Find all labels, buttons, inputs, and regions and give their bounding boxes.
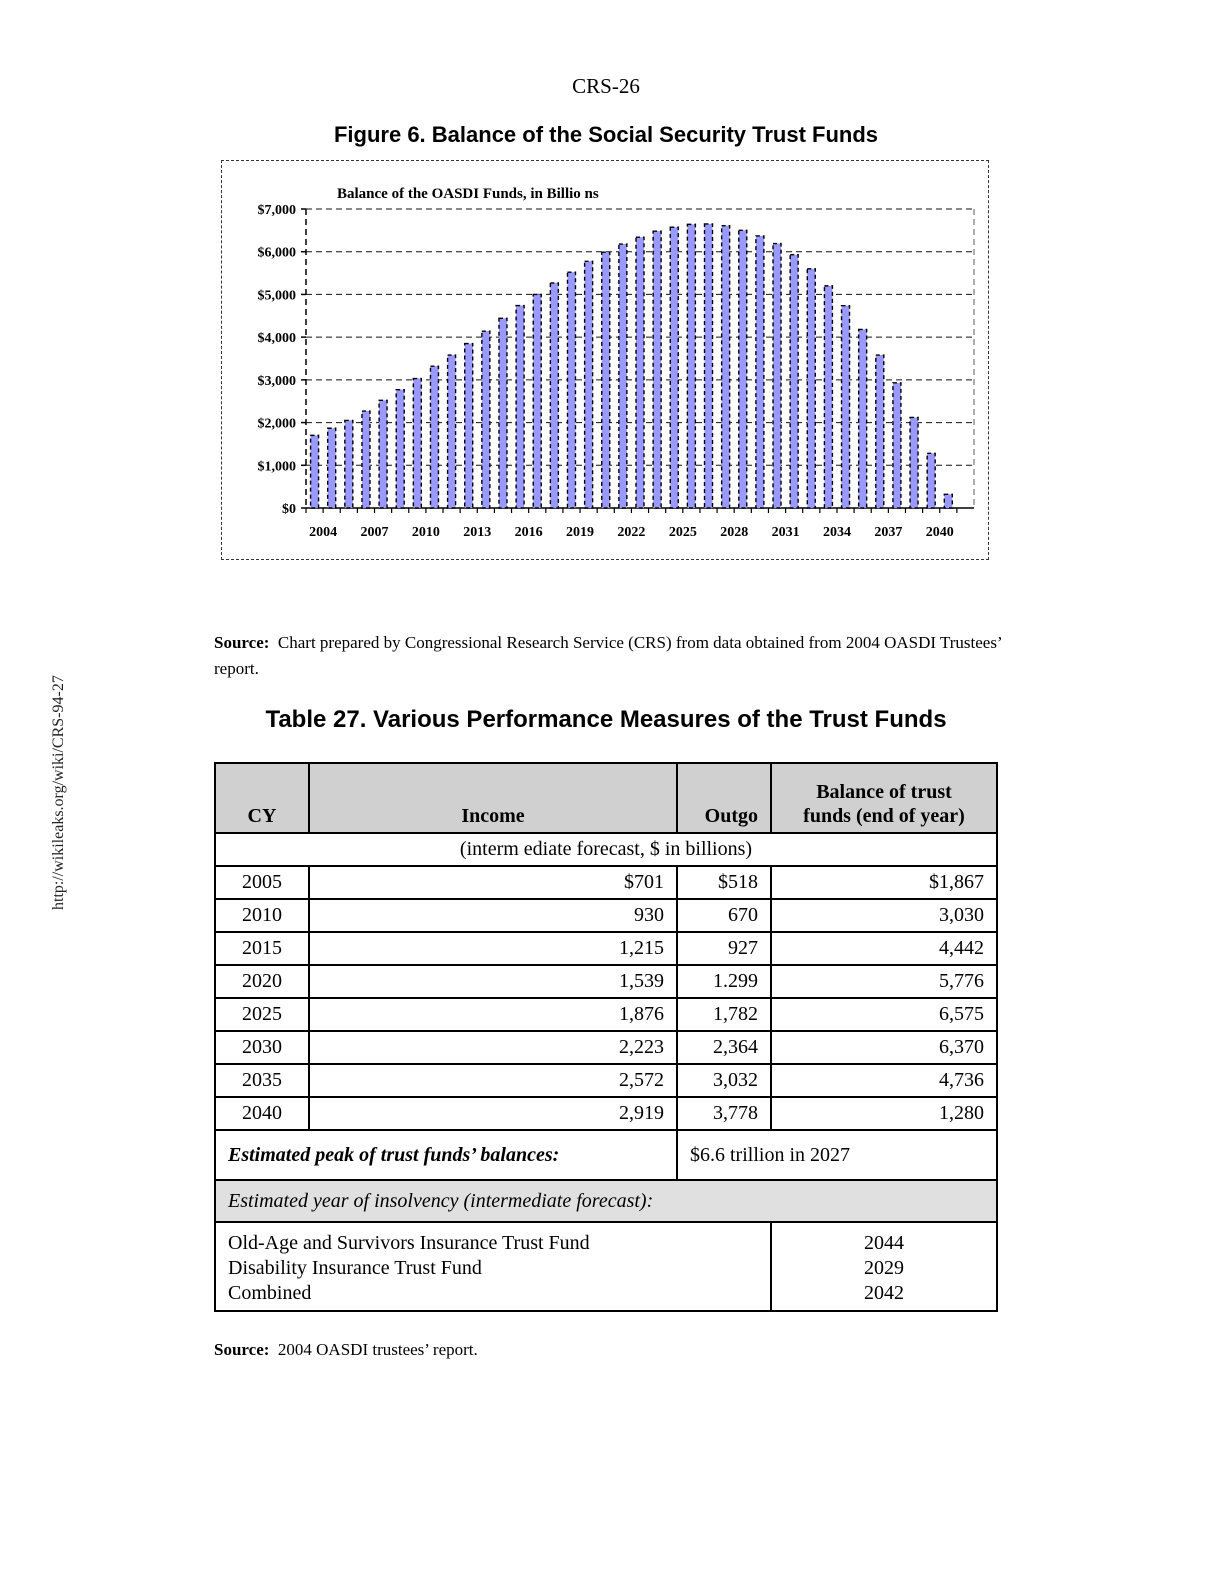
bar-2017 — [533, 294, 541, 508]
cell-outgo: 927 — [677, 932, 771, 965]
cell-balance: 5,776 — [771, 965, 997, 998]
header-balance — [771, 763, 997, 833]
insolvency-row — [215, 1222, 997, 1311]
x-tick-label: 2016 — [514, 525, 543, 540]
header-outgo: Outgo — [677, 763, 771, 833]
cell-balance: 1,280 — [771, 1097, 997, 1130]
y-tick-label: $5,000 — [257, 288, 296, 304]
bar-2032 — [790, 255, 798, 508]
cell-balance: 6,575 — [771, 998, 997, 1031]
bar-2010 — [413, 379, 421, 508]
table-subheader-row — [215, 833, 997, 866]
y-tick-label: $1,000 — [257, 459, 296, 475]
x-tick-label: 2031 — [771, 525, 800, 540]
bar-2035 — [842, 306, 850, 508]
bar-2029 — [739, 230, 747, 508]
insolvency-year: 2044 — [864, 1232, 904, 1254]
bar-2040 — [927, 453, 935, 508]
bar-2030 — [756, 236, 764, 508]
cell-balance: 6,370 — [771, 1031, 997, 1064]
cell-balance: 4,442 — [771, 932, 997, 965]
bar-chart — [222, 161, 990, 561]
insolvency-header-row — [215, 1180, 997, 1222]
y-tick-label: $4,000 — [257, 331, 296, 347]
page-number: CRS-26 — [572, 74, 640, 98]
header-balance-line2: funds (end of year) — [803, 805, 965, 827]
header-income: Income — [309, 763, 677, 833]
table-row — [215, 998, 997, 1031]
table-row — [215, 899, 997, 932]
cell-cy: 2005 — [215, 866, 309, 899]
side-url: http://wikileaks.org/wiki/CRS-94-27 — [50, 675, 67, 910]
table-row — [215, 866, 997, 899]
cell-outgo: 1.299 — [677, 965, 771, 998]
x-tick-label: 2025 — [668, 525, 697, 540]
cell-income: 1,876 — [309, 998, 677, 1031]
bar-2011 — [430, 366, 438, 508]
table-row — [215, 965, 997, 998]
cell-balance: 4,736 — [771, 1064, 997, 1097]
cell-balance: $1,867 — [771, 866, 997, 899]
header-balance-line1: Balance of trust — [816, 781, 952, 803]
figure-title: Figure 6. Balance of the Social Security Trust Funds — [333, 122, 879, 147]
bar-2019 — [567, 272, 575, 508]
chart-container — [221, 160, 989, 560]
insolvency-header: Estimated year of insolvency (intermediate forecast): — [215, 1180, 997, 1222]
cell-outgo: $518 — [677, 866, 771, 899]
bar-2013 — [465, 344, 473, 508]
bar-2028 — [722, 226, 730, 508]
cell-cy: 2015 — [215, 932, 309, 965]
bar-2033 — [807, 269, 815, 508]
bar-2022 — [619, 244, 627, 508]
bar-2034 — [824, 286, 832, 508]
cell-income: 1,215 — [309, 932, 677, 965]
table-subheader: (interm ediate forecast, $ in billions) — [215, 833, 997, 866]
bar-2005 — [328, 428, 336, 508]
figure-source-label: Source: — [214, 633, 270, 652]
cell-income: 2,223 — [309, 1031, 677, 1064]
cell-outgo: 3,778 — [677, 1097, 771, 1130]
cell-balance: 3,030 — [771, 899, 997, 932]
x-tick-label: 2028 — [720, 525, 749, 540]
y-tick-label: $7,000 — [257, 203, 296, 218]
bar-2004 — [311, 435, 319, 508]
x-axis-ticks — [306, 508, 957, 540]
cell-income: 930 — [309, 899, 677, 932]
cell-income: 2,919 — [309, 1097, 677, 1130]
cell-outgo: 670 — [677, 899, 771, 932]
bar-2021 — [602, 252, 610, 508]
table-title: Table 27. Various Performance Measures of the Trust Funds — [265, 706, 947, 733]
bar-2027 — [705, 224, 713, 508]
cell-outgo: 2,364 — [677, 1031, 771, 1064]
insolvency-year: 2029 — [864, 1257, 904, 1279]
y-axis-ticks — [258, 203, 307, 517]
x-tick-label: 2037 — [874, 525, 903, 540]
x-tick-label: 2034 — [822, 525, 851, 540]
performance-table — [214, 762, 998, 1312]
figure-source — [214, 630, 1004, 682]
bar-2036 — [859, 329, 867, 508]
cell-cy: 2040 — [215, 1097, 309, 1130]
bar-2015 — [499, 318, 507, 508]
y-tick-label: $3,000 — [257, 373, 296, 389]
cell-cy: 2010 — [215, 899, 309, 932]
insolvency-year: 2042 — [864, 1282, 904, 1304]
bar-2008 — [379, 400, 387, 508]
bar-2025 — [670, 227, 678, 508]
bar-2007 — [362, 411, 370, 508]
table-row — [215, 1031, 997, 1064]
table-source-text: 2004 OASDI trustees’ report. — [277, 1340, 478, 1359]
cell-cy: 2030 — [215, 1031, 309, 1064]
y-tick-label: $6,000 — [257, 245, 296, 261]
x-tick-label: 2022 — [617, 525, 646, 540]
table-row — [215, 1097, 997, 1130]
insolvency-fund: Disability Insurance Trust Fund — [228, 1257, 482, 1279]
table-row — [215, 1064, 997, 1097]
bar-2026 — [687, 224, 695, 508]
table-header-row — [215, 763, 997, 833]
bar-2009 — [396, 390, 404, 508]
peak-label: Estimated peak of trust funds’ balances: — [215, 1130, 677, 1180]
x-tick-label: 2010 — [411, 525, 440, 540]
bar-2041 — [944, 494, 952, 508]
x-tick-label: 2007 — [360, 525, 389, 540]
figure-source-text: Chart prepared by Congressional Research Service (CRS) from data obtained from 2004 OASDI Trustees’ report. — [214, 633, 1002, 678]
bar-2037 — [876, 355, 884, 508]
bar-2016 — [516, 306, 524, 508]
bar-2014 — [482, 331, 490, 508]
insolvency-funds — [215, 1222, 771, 1311]
x-tick-label: 2013 — [463, 525, 492, 540]
bar-2006 — [345, 420, 353, 508]
bar-2012 — [448, 355, 456, 508]
insolvency-fund: Combined — [228, 1282, 312, 1304]
cell-cy: 2025 — [215, 998, 309, 1031]
cell-income: 2,572 — [309, 1064, 677, 1097]
cell-outgo: 3,032 — [677, 1064, 771, 1097]
bar-2020 — [585, 261, 593, 508]
table-row — [215, 932, 997, 965]
peak-row — [215, 1130, 997, 1180]
bar-2038 — [893, 383, 901, 508]
cell-cy: 2020 — [215, 965, 309, 998]
bar-2023 — [636, 237, 644, 508]
cell-income: $701 — [309, 866, 677, 899]
insolvency-years — [771, 1222, 997, 1311]
x-tick-label: 2019 — [566, 525, 595, 540]
y-tick-label: $2,000 — [257, 416, 296, 432]
bar-2024 — [653, 231, 661, 508]
header-cy: CY — [215, 763, 309, 833]
insolvency-fund: Old-Age and Survivors Insurance Trust Fund — [228, 1232, 590, 1254]
peak-value: $6.6 trillion in 2027 — [677, 1130, 997, 1180]
table-source — [214, 1337, 1004, 1363]
bar-2031 — [773, 244, 781, 508]
chart-title: Balance of the OASDI Funds, in Billio ns — [337, 186, 599, 202]
cell-cy: 2035 — [215, 1064, 309, 1097]
table-source-label: Source: — [214, 1340, 270, 1359]
x-tick-label: 2040 — [925, 525, 954, 540]
cell-income: 1,539 — [309, 965, 677, 998]
bar-2039 — [910, 417, 918, 508]
x-tick-label: 2004 — [309, 525, 338, 540]
y-tick-label: $0 — [282, 502, 296, 517]
cell-outgo: 1,782 — [677, 998, 771, 1031]
bar-2018 — [550, 283, 558, 508]
